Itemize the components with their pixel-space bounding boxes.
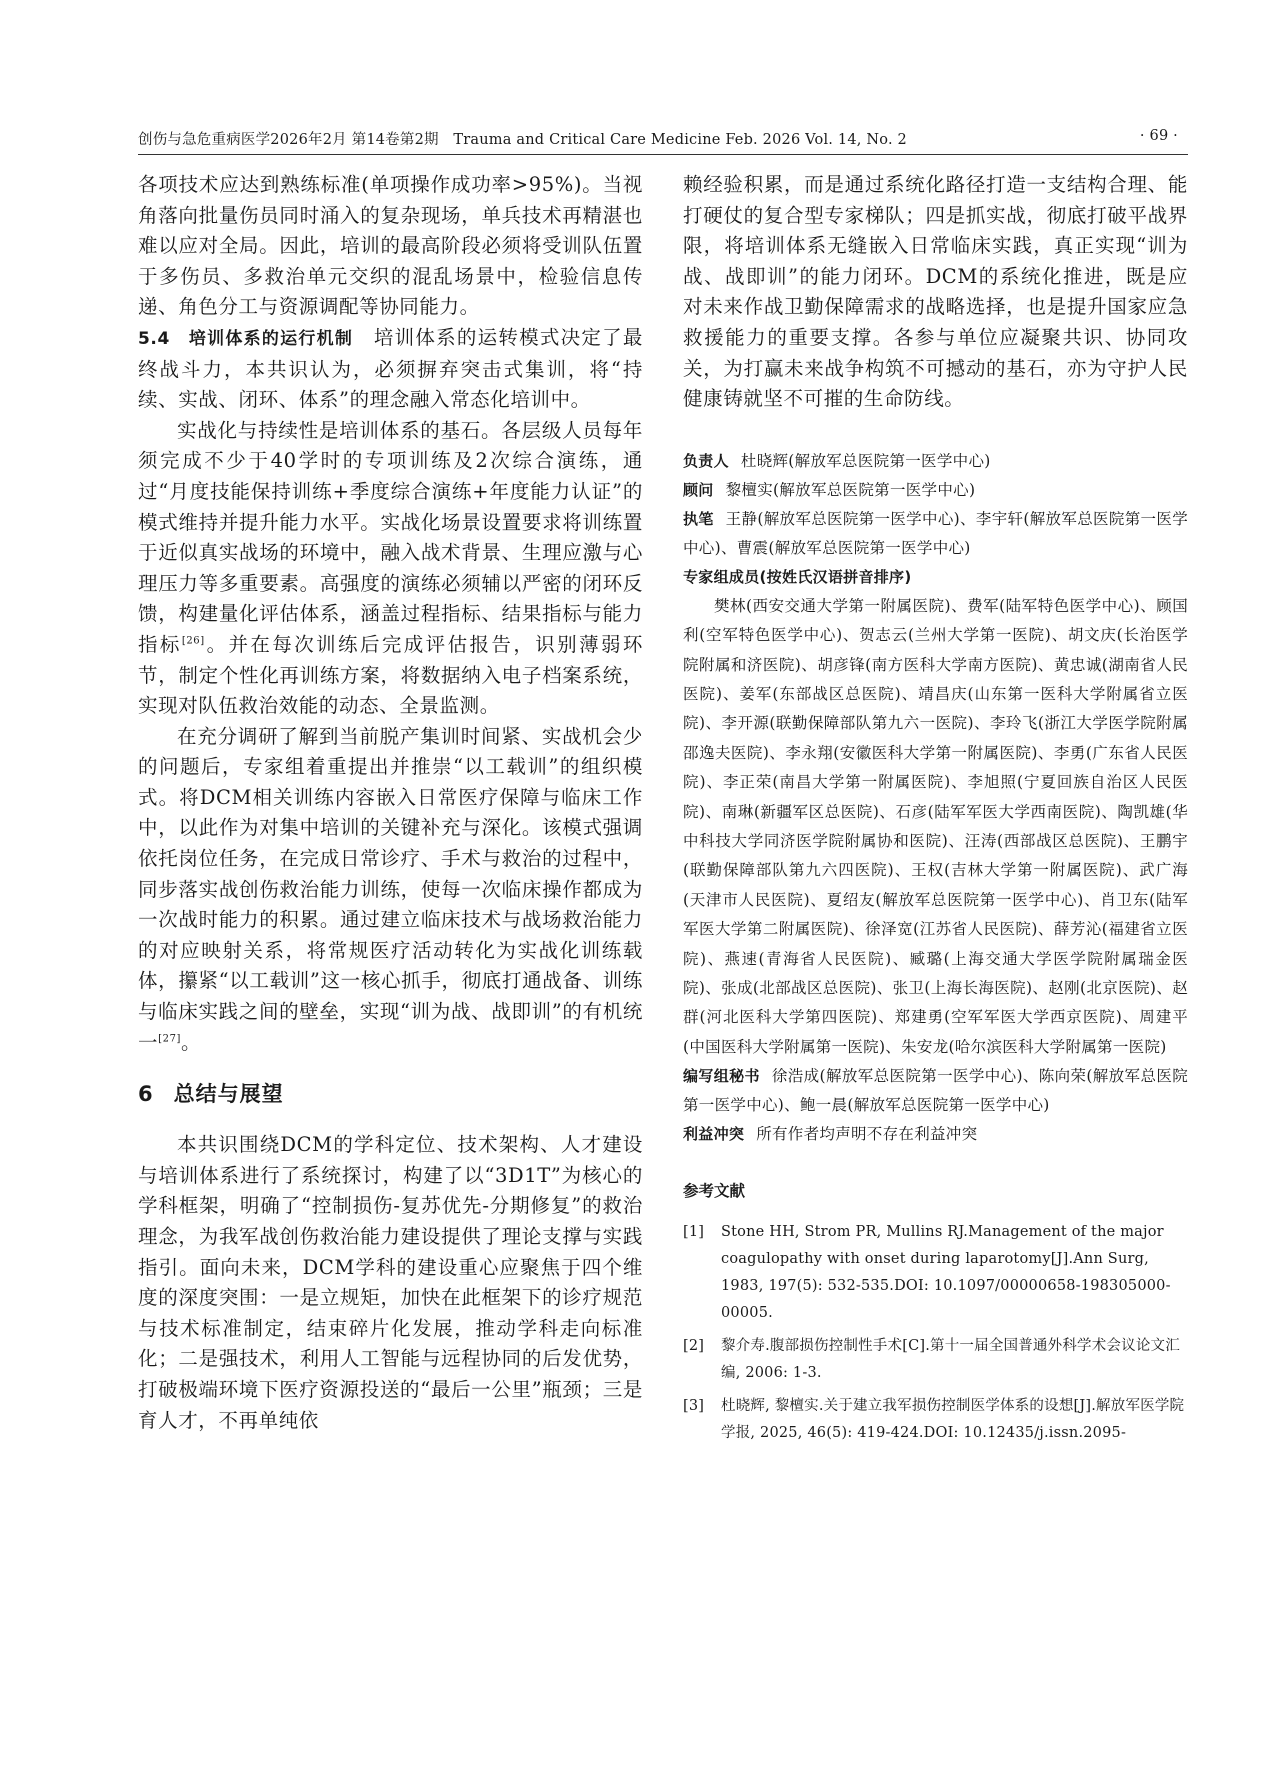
coi-value: 所有作者均声明不存在利益冲突	[756, 1125, 978, 1144]
secretary-line	[683, 1062, 1188, 1120]
experts-list: 樊林(西安交通大学第一附属医院)、费军(陆军特色医学中心)、顾国利(空军特色医学中心)、贺志云(兰州大学第一医院)、胡文庆(长治医学院附属和济医院)、胡彦锋(南方医科大学南方医院)、黄忠诚(湖南省人民医院)、姜军(东部战区总医院)、靖昌庆(山东第一医科大学附属省立医院)、李开源(联勤保障部队第九六一医院)、李玲飞(浙江大学医学院附属邵逸夫医院)、李永翔(安徽医科大学第一附属医院)、李勇(广东省人民医院)、李正荣(南昌大学第一附属医院)、李旭照(宁夏回族自治区人民医院)、南琳(新疆军区总医院)、石彦(陆军军医大学西南医院)、陶凯雄(华中科技大学同济医学院附属协和医院)、汪涛(西部战区总医院)、王鹏宇(联勤保障部队第九六四医院)、王权(吉林大学第一附属医院)、武广海(天津市人民医院)、夏绍友(解放军总医院第一医学中心)、肖卫东(陆军军医大学第二附属医院)、徐泽宽(江苏省人民医院)、薛芳沁(福建省立医院)、燕速(青海省人民医院)、臧璐(上海交通大学医学院附属瑞金医院)、张成(北部战区总医院)、张卫(上海长海医院)、赵刚(北京医院)、赵群(河北医科大学第四医院)、郑建勇(空军军医大学西京医院)、周建平(中国医科大学附属第一医院)、朱安龙(哈尔滨医科大学附属第一医院)	[683, 596, 1188, 1056]
paragraph-2-text-b: 。并在每次训练后完成评估报告，识别薄弱环节，制定个性化再训练方案，将数据纳入电子档案系统，实现对队伍救治效能的动态、全景监测。	[138, 632, 643, 718]
citation-27: [27]	[158, 1033, 182, 1045]
writers-value: 王静(解放军总医院第一医学中心)、李宇轩(解放军总医院第一医学中心)、曹震(解放军总医院第一医学中心)	[683, 509, 1188, 557]
paragraph-1: 各项技术应达到熟练标准(单项操作成功率>95%)。当视角落向批量伤员同时涌入的复杂现场，单兵技术再精湛也难以应对全局。因此，培训的最高阶段必须将受训队伍置于多伤员、多救治单元交织的混乱场景中，检验信息传递、角色分工与资源调配等协同能力。	[138, 173, 643, 319]
reference-text: 杜晓辉, 黎檀实.关于建立我军损伤控制医学体系的设想[J].解放军医学院学报, 2025, 46(5): 419-424.DOI: 10.12435/j.issn.2095-	[721, 1398, 1185, 1442]
section-5-4	[138, 323, 643, 416]
paragraph-2	[138, 416, 643, 722]
page-number: · 69 ·	[1139, 128, 1178, 144]
advisor-value: 黎檀实(解放军总医院第一医学中心)	[725, 480, 976, 499]
coi-label: 利益冲突	[683, 1125, 745, 1144]
secretary-value: 徐浩成(解放军总医院第一医学中心)、陈向荣(解放军总医院第一医学中心)、鲍一晨(解放军总医院第一医学中心)	[683, 1067, 1188, 1115]
running-header	[138, 120, 1188, 155]
journal-en: Trauma and Critical Care Medicine Feb. 2026 Vol. 14, No. 2	[453, 132, 907, 148]
responsible-value: 杜晓辉(解放军总医院第一医学中心)	[740, 451, 991, 470]
journal-cn: 创伤与急危重病医学2026年2月 第14卷第2期	[138, 132, 439, 148]
section-5-4-heading: 5.4 培训体系的运行机制	[138, 328, 354, 349]
paragraph-5: 赖经验积累，而是通过系统化路径打造一支结构合理、能打硬仗的复合型专家梯队；四是抓实战，彻底打破平战界限，将培训体系无缝嵌入日常临床实践，真正实现“训为战、战即训”的能力闭环。DCM的系统化推进，既是应对未来作战卫勤保障需求的战略选择，也是提升国家应急救援能力的重要支撑。各参与单位应凝聚共识、协同攻关，为打赢未来战争构筑不可撼动的基石，亦为守护人民健康铸就坚不可摧的生命防线。	[683, 173, 1188, 411]
paragraph-4: 本共识围绕DCM的学科定位、技术架构、人才建设与培训体系进行了系统探讨，构建了以“3D1T”为核心的学科框架，明确了“控制损伤-复苏优先-分期修复”的救治理念，为我军战创伤救治能力建设提供了理论支撑与实践指引。面向未来，DCM学科的建设重心应聚焦于四个维度的深度突围：一是立规矩，加快在此框架下的诊疗规范与技术标准制定，结束碎片化发展，推动学科走向标准化；二是强技术，利用人工智能与远程协同的后发优势，打破极端环境下医疗资源投送的“最后一公里”瓶颈；三是育人才，不再单纯依	[138, 1133, 643, 1432]
paragraph-3	[138, 722, 643, 1059]
advisor-label: 顾问	[683, 480, 714, 499]
reference-number: [1]	[683, 1224, 705, 1241]
section-6-title: 总结与展望	[173, 1082, 284, 1107]
section-6-number: 6	[138, 1082, 154, 1107]
reference-item	[683, 1393, 1188, 1447]
journal-citation	[138, 128, 907, 149]
advisor-line	[683, 476, 1188, 505]
section-5-4-text: 培训体系的运转模式决定了最终战斗力，本共识认为，必须摒弃突击式集训，将“持续、实战、闭环、体系”的理念融入常态化培训中。	[138, 325, 643, 412]
coi-line	[683, 1120, 1188, 1149]
responsible-line	[683, 447, 1188, 476]
experts-heading-label: 专家组成员(按姓氏汉语拼音排序)	[683, 567, 912, 586]
citation-26: [26]	[181, 635, 205, 647]
reference-item	[683, 1333, 1188, 1387]
paragraph-3-text-a: 在充分调研了解到当前脱产集训时间紧、实战机会少的问题后，专家组着重提出并推崇“以工载训”的组织模式。将DCM相关训练内容嵌入日常医疗保障与临床工作中，以此作为对集中培训的关键补充与深化。该模式强调依托岗位任务，在完成日常诊疗、手术与救治的过程中，同步落实战创伤救治能力训练，使每一次临床操作都成为一次战时能力的积累。通过建立临床技术与战场救治能力的对应映射关系，将常规医疗活动转化为实战化训练载体，攥紧“以工载训”这一核心抓手，彻底打通战备、训练与临床实践之间的壁垒，实现“训为战、战即训”的有机统一	[138, 724, 643, 1054]
writers-label: 执笔	[683, 509, 714, 528]
paragraph-2-text-a: 实战化与持续性是培训体系的基石。各层级人员每年须完成不少于40学时的专项训练及2次综合演练，通过“月度技能保持训练+季度综合演练+年度能力认证”的模式维持并提升能力水平。实战化场景设置要求将训练置于近似真实战场的环境中，融入战术背景、生理应激与心理压力等多重要素。高强度的演练必须辅以严密的闭环反馈，构建量化评估体系，涵盖过程指标、结果指标与能力指标	[138, 418, 643, 656]
responsible-label: 负责人	[683, 451, 729, 470]
reference-text: Stone HH, Strom PR, Mullins RJ.Management of the major coagulopathy with onset during laparotomy[J].Ann Surg, 1983, 197(5): 532-535.DOI: 10.1097/00000658-198305000-00005.	[721, 1224, 1171, 1322]
experts-heading	[683, 563, 1188, 592]
section-6-heading	[138, 1078, 643, 1108]
paragraph-3-text-b: 。	[181, 1030, 202, 1054]
writers-line	[683, 505, 1188, 563]
right-column	[683, 170, 1188, 1453]
reference-number: [2]	[683, 1338, 705, 1355]
secretary-label: 编写组秘书	[683, 1067, 760, 1086]
reference-number: [3]	[683, 1398, 705, 1415]
left-column	[138, 170, 643, 1436]
reference-text: 黎介寿.腹部损伤控制性手术[C].第十一届全国普通外科学术会议论文汇编, 2006: 1-3.	[721, 1338, 1180, 1382]
reference-item	[683, 1219, 1188, 1327]
references-heading: 参考文献	[683, 1182, 746, 1201]
